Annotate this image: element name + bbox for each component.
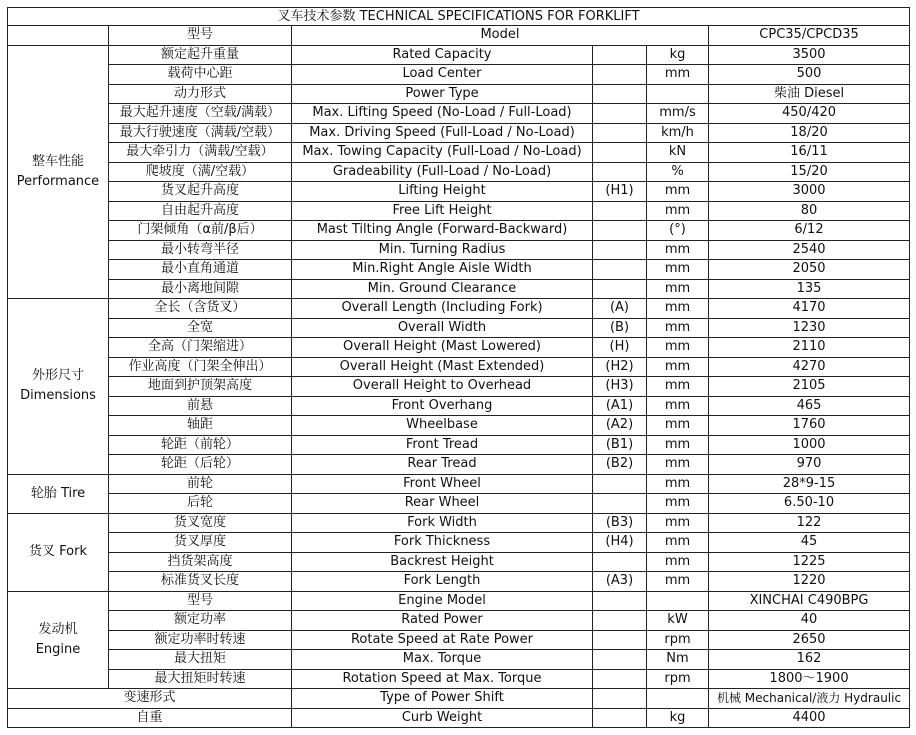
- spec-value: 500: [709, 65, 910, 85]
- spec-row: [8, 396, 910, 416]
- spec-name-en: Free Lift Height: [292, 201, 593, 221]
- spec-name-en: Overall Height to Overhead: [292, 377, 593, 397]
- category-name-en: Dimensions: [20, 388, 96, 404]
- spec-name-cn: 全宽: [109, 318, 292, 338]
- spec-name-cn: 最大扭矩: [109, 650, 292, 670]
- category-name-cn: 货叉: [29, 544, 56, 559]
- spec-name-cn: 变速形式: [8, 689, 292, 709]
- spec-row: [8, 669, 910, 689]
- spec-name-cn: 爬坡度（满/空载）: [109, 162, 292, 182]
- spec-unit: mm: [647, 65, 709, 85]
- spec-name-en: Rated Capacity: [292, 45, 593, 65]
- spec-unit: mm: [647, 201, 709, 221]
- model-header-category: [8, 26, 109, 46]
- spec-unit: km/h: [647, 123, 709, 143]
- spec-name-cn: 全高（门架缩进）: [109, 338, 292, 358]
- spec-name-cn: 自重: [8, 708, 292, 728]
- spec-row: [8, 318, 910, 338]
- spec-name-cn: 最大起升速度（空载/满载）: [109, 104, 292, 124]
- spec-value: 4170: [709, 299, 910, 319]
- spec-code: (A3): [593, 572, 647, 592]
- spec-row: [8, 708, 910, 728]
- spec-name-en: Rated Power: [292, 611, 593, 631]
- category-name-en: Engine: [35, 641, 81, 657]
- spec-row: [8, 650, 910, 670]
- spec-unit: mm: [647, 299, 709, 319]
- category-cell: [8, 474, 109, 513]
- spec-table: [7, 7, 910, 728]
- spec-value: 柴油 Diesel: [709, 84, 910, 104]
- spec-name-en: Overall Length (Including Fork): [292, 299, 593, 319]
- spec-unit: mm: [647, 435, 709, 455]
- spec-name-en: Rear Tread: [292, 455, 593, 475]
- spec-name-en: Max. Towing Capacity (Full-Load / No-Load): [292, 143, 593, 163]
- spec-code: [593, 201, 647, 221]
- spec-value: 80: [709, 201, 910, 221]
- spec-unit: mm: [647, 494, 709, 514]
- spec-row: [8, 377, 910, 397]
- spec-name-en: Curb Weight: [292, 708, 593, 728]
- spec-name-en: Max. Lifting Speed (No-Load / Full-Load): [292, 104, 593, 124]
- spec-name-cn: 最小直角通道: [109, 260, 292, 280]
- spec-name-cn: 型号: [109, 591, 292, 611]
- spec-code: (B2): [593, 455, 647, 475]
- spec-unit: kg: [647, 708, 709, 728]
- spec-value: 1225: [709, 552, 910, 572]
- spec-unit: mm: [647, 513, 709, 533]
- spec-name-cn: 额定功率时转速: [109, 630, 292, 650]
- spec-name-en: Front Overhang: [292, 396, 593, 416]
- spec-code: [593, 240, 647, 260]
- spec-unit: [647, 591, 709, 611]
- spec-value: 122: [709, 513, 910, 533]
- spec-row: [8, 104, 910, 124]
- spec-code: (H2): [593, 357, 647, 377]
- spec-code: (B): [593, 318, 647, 338]
- spec-value: 1220: [709, 572, 910, 592]
- spec-name-cn: 标准货叉长度: [109, 572, 292, 592]
- spec-code: [593, 669, 647, 689]
- spec-name-cn: 轮距（后轮）: [109, 455, 292, 475]
- model-header-en: Model: [292, 26, 709, 46]
- spec-value: 2650: [709, 630, 910, 650]
- spec-name-cn: 自由起升高度: [109, 201, 292, 221]
- category-cell: [8, 591, 109, 689]
- spec-unit: (°): [647, 221, 709, 241]
- spec-unit: kW: [647, 611, 709, 631]
- spec-code: [593, 650, 647, 670]
- spec-unit: [647, 689, 709, 709]
- category-name-cn: 发动机: [38, 621, 78, 637]
- spec-value: 1760: [709, 416, 910, 436]
- spec-code: (B1): [593, 435, 647, 455]
- spec-row: [8, 201, 910, 221]
- spec-name-en: Lifting Height: [292, 182, 593, 202]
- spec-row: [8, 591, 910, 611]
- spec-value: XINCHAI C490BPG: [709, 591, 910, 611]
- spec-name-en: Rotate Speed at Rate Power: [292, 630, 593, 650]
- spec-value: 1230: [709, 318, 910, 338]
- spec-unit: mm/s: [647, 104, 709, 124]
- spec-name-en: Mast Tilting Angle (Forward-Backward): [292, 221, 593, 241]
- spec-unit: kN: [647, 143, 709, 163]
- category-cell: [8, 299, 109, 475]
- spec-row: [8, 533, 910, 553]
- spec-name-cn: 货叉起升高度: [109, 182, 292, 202]
- category-cell: [8, 513, 109, 591]
- spec-value: 1800～1900: [709, 669, 910, 689]
- spec-name-cn: 门架倾角（α前/β后）: [109, 221, 292, 241]
- spec-code: [593, 552, 647, 572]
- spec-code: [593, 689, 647, 709]
- spec-name-cn: 最大扭矩时转速: [109, 669, 292, 689]
- spec-unit: mm: [647, 572, 709, 592]
- spec-row: [8, 338, 910, 358]
- spec-unit: mm: [647, 240, 709, 260]
- spec-unit: mm: [647, 416, 709, 436]
- spec-code: [593, 45, 647, 65]
- spec-unit: %: [647, 162, 709, 182]
- spec-code: [593, 104, 647, 124]
- spec-unit: mm: [647, 357, 709, 377]
- spec-name-en: Overall Width: [292, 318, 593, 338]
- spec-row: [8, 416, 910, 436]
- spec-unit: [647, 84, 709, 104]
- spec-value: 45: [709, 533, 910, 553]
- spec-code: [593, 260, 647, 280]
- spec-name-en: Front Tread: [292, 435, 593, 455]
- spec-unit: rpm: [647, 669, 709, 689]
- spec-unit: mm: [647, 474, 709, 494]
- spec-value: 15/20: [709, 162, 910, 182]
- spec-code: [593, 708, 647, 728]
- spec-code: [593, 162, 647, 182]
- spec-row: [8, 455, 910, 475]
- spec-name-cn: 前轮: [109, 474, 292, 494]
- spec-row: [8, 572, 910, 592]
- spec-value: 28*9-15: [709, 474, 910, 494]
- spec-name-cn: 动力形式: [109, 84, 292, 104]
- spec-code: (A1): [593, 396, 647, 416]
- spec-unit: mm: [647, 552, 709, 572]
- spec-name-cn: 地面到护顶架高度: [109, 377, 292, 397]
- spec-unit: Nm: [647, 650, 709, 670]
- spec-name-cn: 轴距: [109, 416, 292, 436]
- spec-code: [593, 65, 647, 85]
- spec-name-cn: 货叉厚度: [109, 533, 292, 553]
- spec-row: [8, 240, 910, 260]
- spec-value: 2050: [709, 260, 910, 280]
- spec-unit: rpm: [647, 630, 709, 650]
- spec-name-en: Front Wheel: [292, 474, 593, 494]
- spec-code: (A): [593, 299, 647, 319]
- category-name-en: Fork: [59, 544, 87, 559]
- spec-code: [593, 494, 647, 514]
- spec-name-en: Overall Height (Mast Lowered): [292, 338, 593, 358]
- spec-row: [8, 630, 910, 650]
- spec-row: [8, 279, 910, 299]
- spec-name-en: Power Type: [292, 84, 593, 104]
- spec-value: 1000: [709, 435, 910, 455]
- spec-value: 16/11: [709, 143, 910, 163]
- spec-name-cn: 最小离地间隙: [109, 279, 292, 299]
- spec-name-en: Load Center: [292, 65, 593, 85]
- spec-value: 2110: [709, 338, 910, 358]
- spec-row: [8, 357, 910, 377]
- spec-name-en: Rotation Speed at Max. Torque: [292, 669, 593, 689]
- spec-value: 135: [709, 279, 910, 299]
- spec-value: 162: [709, 650, 910, 670]
- spec-unit: mm: [647, 455, 709, 475]
- spec-value: 6/12: [709, 221, 910, 241]
- spec-table-body: [8, 8, 910, 728]
- spec-value: 2540: [709, 240, 910, 260]
- spec-name-en: Max. Driving Speed (Full-Load / No-Load): [292, 123, 593, 143]
- spec-name-en: Wheelbase: [292, 416, 593, 436]
- spec-value: 4270: [709, 357, 910, 377]
- category-name-en: Tire: [60, 485, 86, 501]
- spec-code: (H1): [593, 182, 647, 202]
- spec-value: 450/420: [709, 104, 910, 124]
- spec-row: [8, 435, 910, 455]
- spec-row: [8, 689, 910, 709]
- spec-value: 3000: [709, 182, 910, 202]
- spec-row: [8, 182, 910, 202]
- spec-name-cn: 额定起升重量: [109, 45, 292, 65]
- spec-value: 4400: [709, 708, 910, 728]
- spec-name-en: Backrest Height: [292, 552, 593, 572]
- category-name-cn: 轮胎: [30, 485, 57, 501]
- spec-code: [593, 591, 647, 611]
- spec-value: 3500: [709, 45, 910, 65]
- spec-name-en: Engine Model: [292, 591, 593, 611]
- category-cell: [8, 45, 109, 299]
- spec-code: [593, 123, 647, 143]
- spec-name-en: Fork Thickness: [292, 533, 593, 553]
- spec-code: [593, 474, 647, 494]
- spec-name-cn: 最大行驶速度（满载/空载）: [109, 123, 292, 143]
- spec-value: 6.50-10: [709, 494, 910, 514]
- spec-row: [8, 552, 910, 572]
- spec-row: [8, 143, 910, 163]
- spec-name-cn: 作业高度（门架全伸出）: [109, 357, 292, 377]
- spec-name-en: Min.Right Angle Aisle Width: [292, 260, 593, 280]
- title-row: [8, 8, 910, 26]
- spec-value: 970: [709, 455, 910, 475]
- spec-row: [8, 65, 910, 85]
- category-name-cn: 整车性能: [31, 153, 84, 169]
- spec-name-cn: 挡货架高度: [109, 552, 292, 572]
- spec-row: [8, 513, 910, 533]
- spec-unit: mm: [647, 533, 709, 553]
- spec-name-en: Gradeability (Full-Load / No-Load): [292, 162, 593, 182]
- spec-name-en: Fork Width: [292, 513, 593, 533]
- spec-value: 2105: [709, 377, 910, 397]
- spec-row: [8, 123, 910, 143]
- table-title: 叉车技术参数 TECHNICAL SPECIFICATIONS FOR FORKLIFT: [8, 8, 910, 26]
- spec-name-en: Min. Turning Radius: [292, 240, 593, 260]
- spec-unit: mm: [647, 338, 709, 358]
- spec-row: [8, 45, 910, 65]
- spec-name-cn: 货叉宽度: [109, 513, 292, 533]
- spec-name-cn: 最大牵引力（满载/空载）: [109, 143, 292, 163]
- spec-value: 机械 Mechanical/液力 Hydraulic: [709, 689, 910, 709]
- spec-code: (A2): [593, 416, 647, 436]
- spec-code: (H): [593, 338, 647, 358]
- spec-code: (H4): [593, 533, 647, 553]
- spec-code: (H3): [593, 377, 647, 397]
- spec-name-cn: 后轮: [109, 494, 292, 514]
- spec-name-cn: 载荷中心距: [109, 65, 292, 85]
- spec-code: [593, 630, 647, 650]
- spec-name-cn: 全长（含货叉）: [109, 299, 292, 319]
- spec-name-cn: 额定功率: [109, 611, 292, 631]
- spec-code: (B3): [593, 513, 647, 533]
- spec-name-en: Overall Height (Mast Extended): [292, 357, 593, 377]
- spec-unit: kg: [647, 45, 709, 65]
- spec-value: 465: [709, 396, 910, 416]
- spec-row: [8, 162, 910, 182]
- spec-row: [8, 260, 910, 280]
- spec-value: 18/20: [709, 123, 910, 143]
- category-name-cn: 外形尺寸: [31, 368, 84, 384]
- spec-row: [8, 611, 910, 631]
- spec-unit: mm: [647, 260, 709, 280]
- spec-name-en: Type of Power Shift: [292, 689, 593, 709]
- spec-name-en: Min. Ground Clearance: [292, 279, 593, 299]
- spec-unit: mm: [647, 377, 709, 397]
- spec-row: [8, 474, 910, 494]
- model-header-row: [8, 26, 910, 46]
- spec-name-en: Fork Length: [292, 572, 593, 592]
- model-header-cn: 型号: [109, 26, 292, 46]
- spec-code: [593, 279, 647, 299]
- model-header-value: CPC35/CPCD35: [709, 26, 910, 46]
- spec-row: [8, 221, 910, 241]
- spec-name-cn: 轮距（前轮）: [109, 435, 292, 455]
- spec-unit: mm: [647, 318, 709, 338]
- spec-unit: mm: [647, 396, 709, 416]
- spec-unit: mm: [647, 182, 709, 202]
- spec-code: [593, 611, 647, 631]
- spec-code: [593, 84, 647, 104]
- spec-row: [8, 494, 910, 514]
- spec-name-cn: 最小转弯半径: [109, 240, 292, 260]
- spec-name-en: Max. Torque: [292, 650, 593, 670]
- spec-value: 40: [709, 611, 910, 631]
- spec-name-cn: 前悬: [109, 396, 292, 416]
- spec-code: [593, 143, 647, 163]
- spec-row: [8, 84, 910, 104]
- spec-row: [8, 299, 910, 319]
- spec-name-en: Rear Wheel: [292, 494, 593, 514]
- spec-code: [593, 221, 647, 241]
- spec-unit: mm: [647, 279, 709, 299]
- category-name-en: Performance: [16, 173, 100, 189]
